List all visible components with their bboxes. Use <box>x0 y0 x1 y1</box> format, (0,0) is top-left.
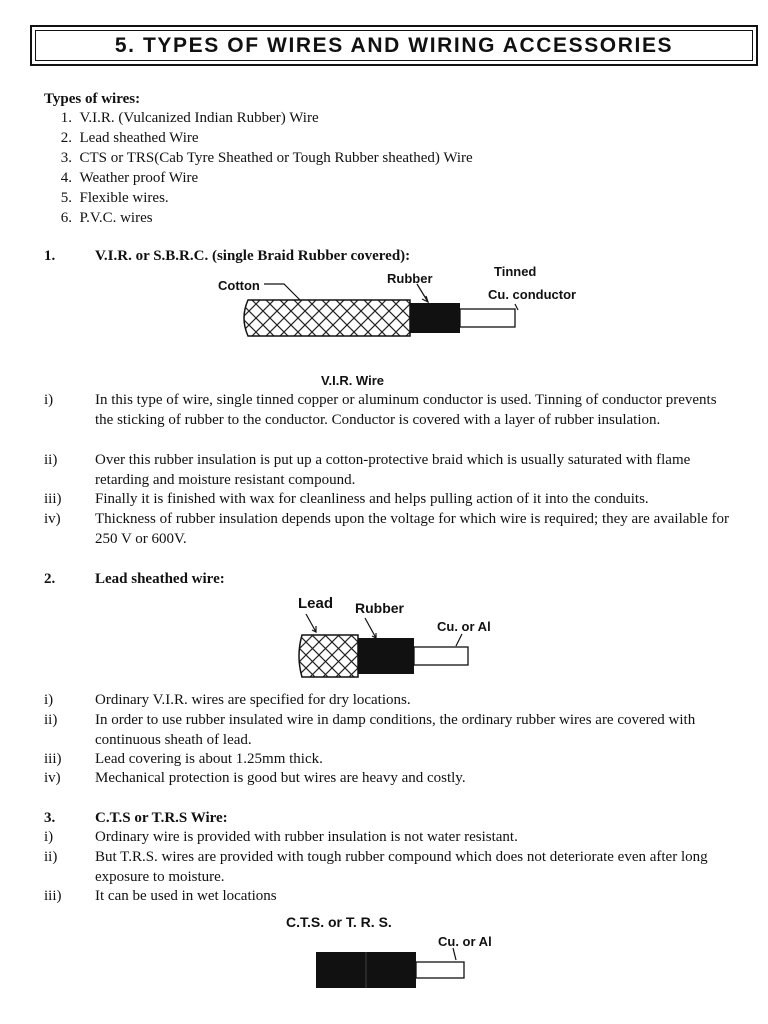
conductor-core <box>414 647 468 665</box>
figure-caption: V.I.R. Wire <box>321 373 384 388</box>
section-3-number: 3. <box>44 810 56 826</box>
conductor-label: Cu. or Al <box>438 934 492 949</box>
list-item: 5. Flexible wires. <box>60 190 169 206</box>
title-frame <box>30 25 758 66</box>
rubber-label: Rubber <box>355 600 404 616</box>
cotton-label: Cotton <box>218 278 260 293</box>
cts-trs-wire-diagram <box>300 930 500 996</box>
tinned-label: Tinned <box>494 264 537 279</box>
rubber-insulation-layer <box>410 303 460 333</box>
conductor-pointer <box>453 948 456 960</box>
list-item: 1. V.I.R. (Vulcanized Indian Rubber) Wire <box>60 110 319 126</box>
conductor-pointer <box>456 634 462 646</box>
section-2-number: 2. <box>44 571 56 587</box>
rubber-label: Rubber <box>387 271 433 286</box>
section-1-heading: V.I.R. or S.B.R.C. (single Braid Rubber covered): <box>95 248 411 264</box>
list-item: 6. P.V.C. wires <box>60 210 153 226</box>
rubber-layer <box>358 638 414 674</box>
section-3-heading: C.T.S or T.R.S Wire: <box>95 810 228 826</box>
section-2-heading: Lead sheathed wire: <box>95 571 225 587</box>
conductor-core <box>416 962 464 978</box>
tinned-conductor <box>460 309 515 327</box>
list-item: 4. Weather proof Wire <box>60 170 199 186</box>
list-item: 3. CTS or TRS(Cab Tyre Sheathed or Tough Rubber sheathed) Wire <box>60 150 473 166</box>
conductor-label: Cu. conductor <box>488 287 577 302</box>
rubber-pointer <box>365 618 376 638</box>
page-title: 5. TYPES OF WIRES AND WIRING ACCESSORIES <box>114 33 674 57</box>
cotton-pointer <box>264 284 300 300</box>
types-heading: Types of wires: <box>44 91 141 107</box>
lead-sheath-layer <box>299 635 358 677</box>
conductor-label: Cu. or Al <box>437 619 491 634</box>
section-1-number: 1. <box>44 248 56 264</box>
lead-label: Lead <box>298 595 334 612</box>
lead-pointer <box>306 614 316 632</box>
cts-trs-label: C.T.S. or T. R. S. <box>286 914 392 930</box>
list-item: 2. Lead sheathed Wire <box>60 130 199 146</box>
cotton-braid-layer <box>244 300 410 336</box>
title-inner-frame <box>35 30 753 61</box>
